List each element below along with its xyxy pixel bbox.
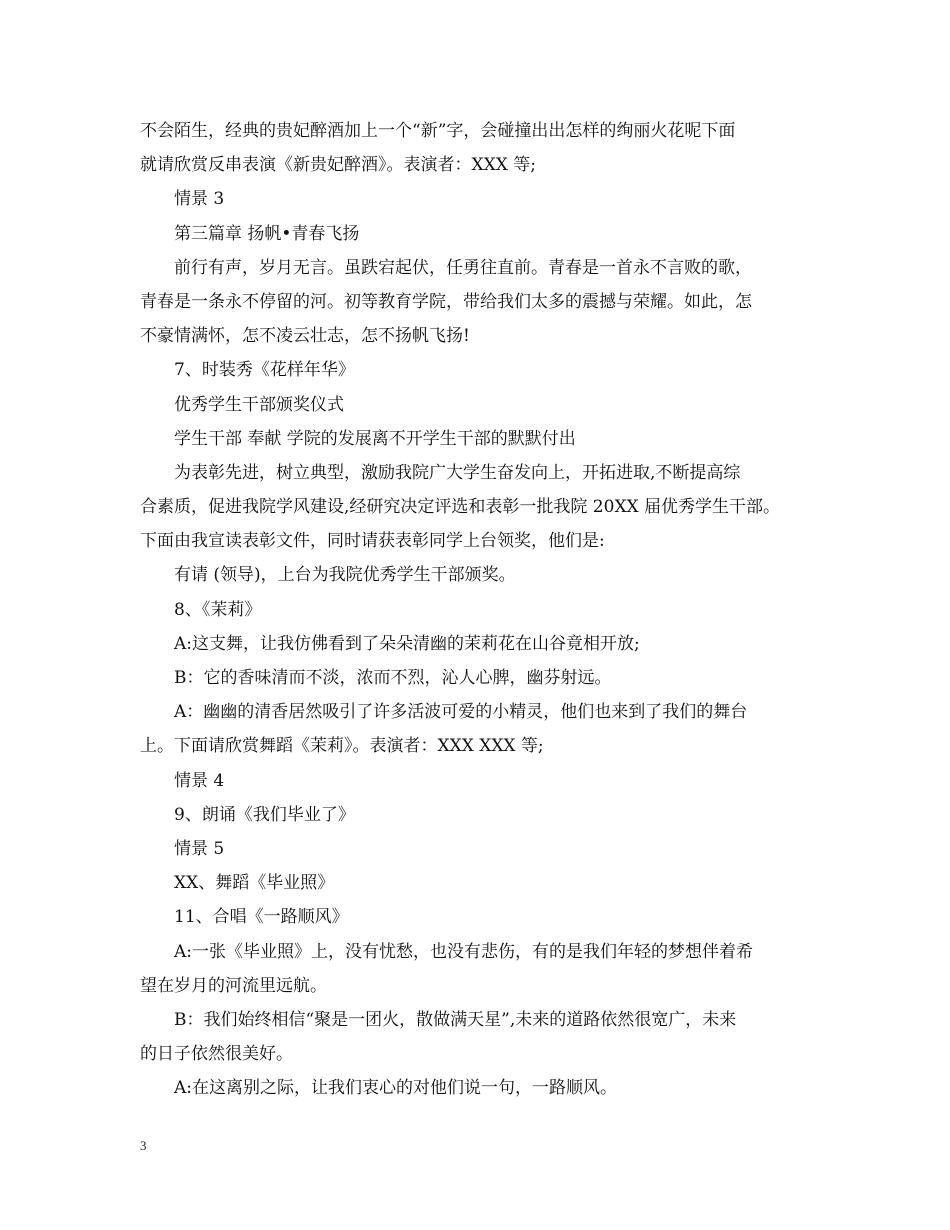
text-line: B：我们始终相信“聚是一团火，散做满天星”,未来的道路依然很宽广，未来 — [174, 1009, 737, 1030]
text-line: 8、《茉莉》 — [174, 599, 262, 620]
text-line: 下面由我宣读表彰文件，同时请获表彰同学上台领奖，他们是: — [140, 531, 605, 552]
text-line: 青春是一条永不停留的河。初等教育学院，带给我们太多的震撼与荣耀。如此，怎 — [140, 291, 752, 312]
text-line: 学生干部 奉献 学院的发展离不开学生干部的默默付出 — [174, 428, 576, 449]
text-line: 就请欣赏反串表演《新贵妃醉酒》。表演者：XXX 等; — [140, 155, 536, 176]
text-line: B：它的香味清而不淡，浓而不烈，沁人心脾，幽芬射远。 — [174, 668, 612, 688]
text-line: 的日子依然很美好。 — [140, 1044, 293, 1065]
text-line: A:在这离别之际，让我们衷心的对他们说一句，一路顺风。 — [174, 1078, 618, 1099]
text-line: 有请 (领导)，上台为我院优秀学生干部颁奖。 — [174, 565, 516, 586]
text-line: 情景 5 — [174, 838, 225, 859]
text-line: 不会陌生，经典的贵妃醉酒加上一个“新”字，会碰撞出出怎样的绚丽火花呢下面 — [140, 121, 736, 141]
text-line: 情景 3 — [174, 189, 225, 210]
text-line: 上。下面请欣赏舞蹈《茉莉》。表演者：XXX XXX 等; — [140, 736, 544, 757]
text-line: 7、时装秀《花样年华》 — [174, 360, 355, 381]
text-line: A:一张《毕业照》上，没有忧愁，也没有悲伤，有的是我们年轻的梦想伴着希 — [174, 941, 754, 962]
text-line: 为表彰先进，树立典型，激励我院广大学生奋发向上，开拓进取,不断提高综 — [174, 462, 741, 483]
text-line: 优秀学生干部颁奖仪式 — [174, 394, 344, 415]
text-line: 不豪情满怀，怎不凌云壮志，怎不扬帆飞扬! — [140, 326, 470, 347]
text-line: A：幽幽的清香居然吸引了许多活波可爱的小精灵，他们也来到了我们的舞台 — [174, 702, 748, 723]
page-number: 3 — [140, 1138, 147, 1153]
text-line: A:这支舞，让我仿佛看到了朵朵清幽的茉莉花在山谷竟相开放; — [174, 633, 640, 654]
text-line: 9、朗诵《我们毕业了》 — [174, 804, 355, 825]
text-line: XX、舞蹈《毕业照》 — [174, 873, 335, 894]
text-line: 11、合唱《一路顺风》 — [174, 907, 349, 928]
document-body — [140, 114, 820, 1105]
text-line: 合素质，促进我院学风建设,经研究决定评选和表彰一批我院 20XX 届优秀学生干部。 — [140, 497, 781, 518]
text-line: 前行有声，岁月无言。虽跌宕起伏，任勇往直前。青春是一首永不言败的歌， — [174, 257, 752, 278]
text-line: 情景 4 — [174, 770, 225, 791]
text-line: 第三篇章 扬帆•青春飞扬 — [174, 223, 360, 244]
text-line: 望在岁月的河流里远航。 — [140, 975, 327, 996]
